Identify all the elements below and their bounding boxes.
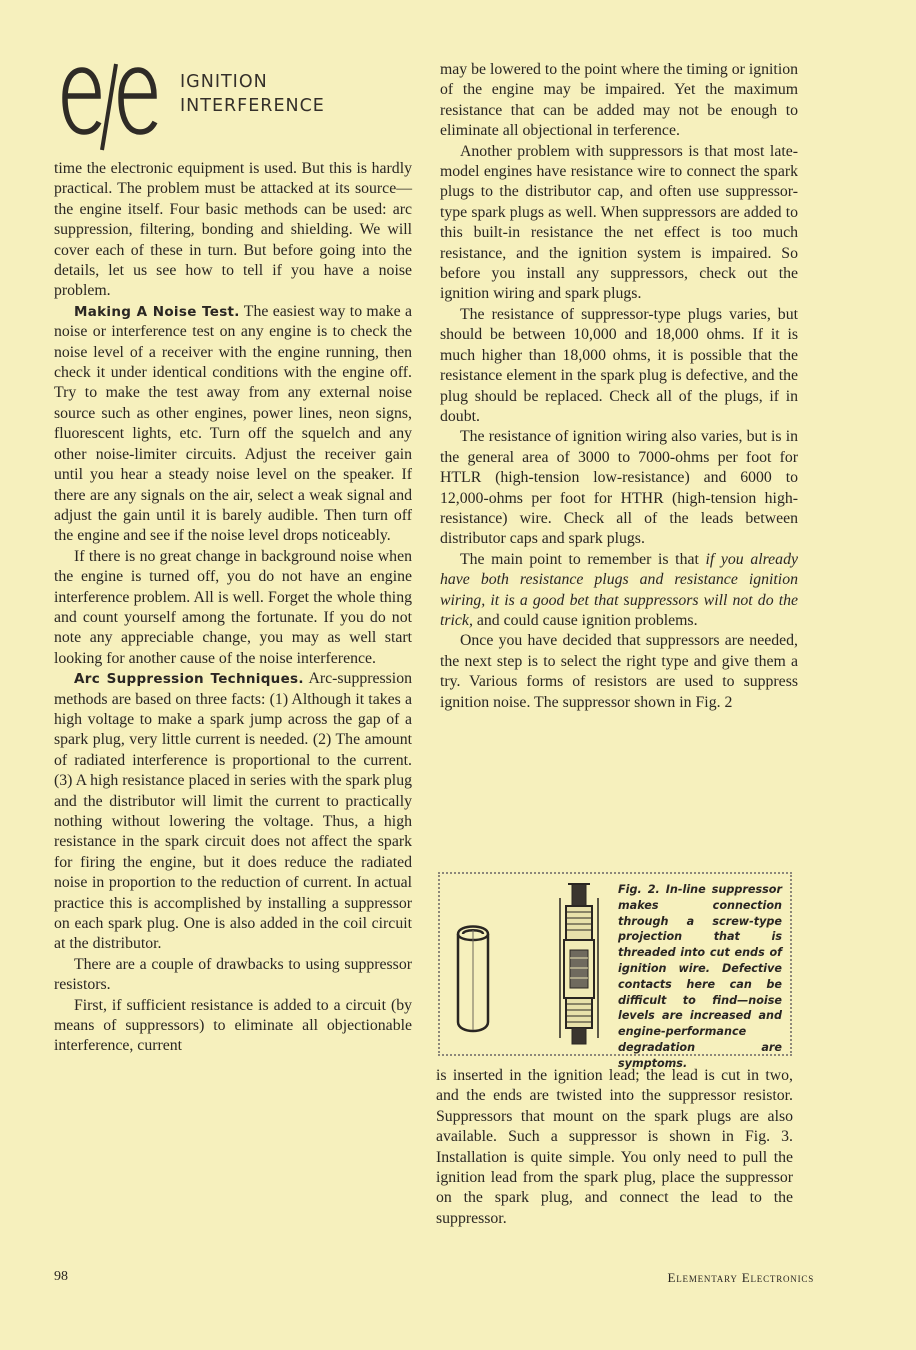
right-column-bottom — [436, 1066, 793, 1229]
body-paragraph: Arc Suppression Techniques. Arc-suppression methods are based on three facts: (1) Although it takes a high voltage to make a spark jump across the gap of a spark plug, very little current is needed. (2) The amount of radiated interference is proportional to the current. (3) A high resistance placed in series with the spark plug and the distributor will limit the current to practically nothing without lowering the voltage. Thus, a high resistance in the spark circuit does not affect the spark for firing the engine, but it does reduce the radiated noise in proportion to the reduction of current. In actual practice this is accomplished by installing a suppressor on each spark plug. One is also added in the coil circuit at the distributor. — [54, 670, 412, 953]
ee-logo — [58, 56, 168, 156]
body-paragraph: The main point to remember is that if you already have both resistance plugs and resistance ignition wiring, it is a good bet that suppressors will not do the trick, and could cause ignition problems. — [440, 550, 798, 629]
subheading: Arc Suppression Techniques. — [74, 671, 304, 688]
body-paragraph: If there is no great change in background noise when the engine is turned off, you do not have an engine interference problem. All is well. Forget the whole thing and count yourself among the fortunate. If you do not note any appreciable change, you may as well start looking for another cause of the noise interference. — [54, 547, 412, 667]
section-title — [180, 70, 325, 118]
body-paragraph: Making A Noise Test. The easiest way to make a noise or interference test on any engine is to check the noise level of a receiver with the engine running, then check it under identical conditions with the engine off. Try to make the test away from any external noise source such as other engines, power lines, neon signs, fluorescent lights, etc. Turn off the squelch and any other noise-limiter circuits. Adjust the receiver gain until you hear a steady noise level on the speaker. If there are any signals on the air, select a weak signal and adjust the gain until it is barely audible. Then turn off the engine and see if the noise level drops noticeably. — [54, 302, 412, 545]
section-title-line1: IGNITION — [180, 72, 268, 92]
page-number: 98 — [54, 1269, 68, 1284]
body-paragraph: First, if sufficient resistance is added to a circuit (by means of suppressors) to eliminate all objectionable interference, current — [54, 996, 412, 1055]
emphasis-text: if you already have both resistance plugs and resistance ignition wiring, it is a good bet that suppressors will not do the trick, — [440, 550, 798, 629]
figure-2 — [438, 872, 792, 1070]
body-paragraph: is inserted in the ignition lead; the lead is cut in two, and the ends are twisted into the suppressor resistor. Suppressors that mount on the spark plugs are also available. Such a suppressor is shown in Fig. 3. Installation is quite simple. You only need to pull the ignition lead from the spark plug, place the suppressor on the spark plug, and connect the lead to the suppressor. — [436, 1067, 793, 1227]
magazine-name: Elementary Electronics — [667, 1270, 814, 1285]
section-title-line2: INTERFERENCE — [180, 96, 325, 116]
figure-caption: Fig. 2. In-line suppressor makes connection through a screw-type projection that is threaded into cut ends of ignition wire. Defective contacts here can be difficult to find—noise levels are increased and engine-performance degradation are symptoms. — [618, 883, 782, 1070]
right-column-top — [440, 60, 798, 713]
body-paragraph: The resistance of ignition wiring also varies, but is in the general area of 3000 to 7000-ohms per foot for HTLR (high-tension low-resistance) and 6000 to 12,000-ohms per foot for HTHR (high-tension high-resistance) wire. Check all of the leads between distributor caps and spark plugs. — [440, 428, 798, 548]
body-paragraph: There are a couple of drawbacks to using suppressor resistors. — [54, 955, 412, 994]
left-column — [54, 159, 412, 1057]
body-paragraph: time the electronic equipment is used. But this is hardly practical. The problem must be attacked at its source—the engine itself. Four basic methods can be used: arc suppression, filtering, bonding and shielding. We will cover each of these in turn. But before going into the details, let us see how to tell if you have a noise problem. — [54, 160, 412, 300]
body-paragraph: The resistance of suppressor-type plugs varies, but should be between 10,000 and 18,000 ohms. If it is much higher than 18,000 ohms, it is possible that the resistance element in the spark plug is defective, and the plug should be replaced. Check all of the plugs, if in doubt. — [440, 305, 798, 425]
subheading: Making A Noise Test. — [74, 303, 240, 320]
suppressor-illustration — [448, 882, 613, 1046]
body-paragraph: Once you have decided that suppressors are needed, the next step is to select the right type and give them a try. Various forms of resistors are used to suppress ignition noise. The suppressor shown in Fig. 2 — [440, 632, 798, 711]
body-paragraph: may be lowered to the point where the timing or ignition of the engine may be impaired. Yet the maximum resistance that can be added may not be enough to eliminate all objectional in terference. — [440, 61, 798, 140]
body-paragraph: Another problem with suppressors is that most late-model engines have resistance wire to connect the spark plugs to the distributor cap, and often use suppressor-type spark plugs as well. When suppressors are added to this built-in resistance the net effect is too much resistance, and the ignition system is impaired. So before you install any suppressors, check out the ignition wiring and spark plugs. — [440, 142, 798, 303]
